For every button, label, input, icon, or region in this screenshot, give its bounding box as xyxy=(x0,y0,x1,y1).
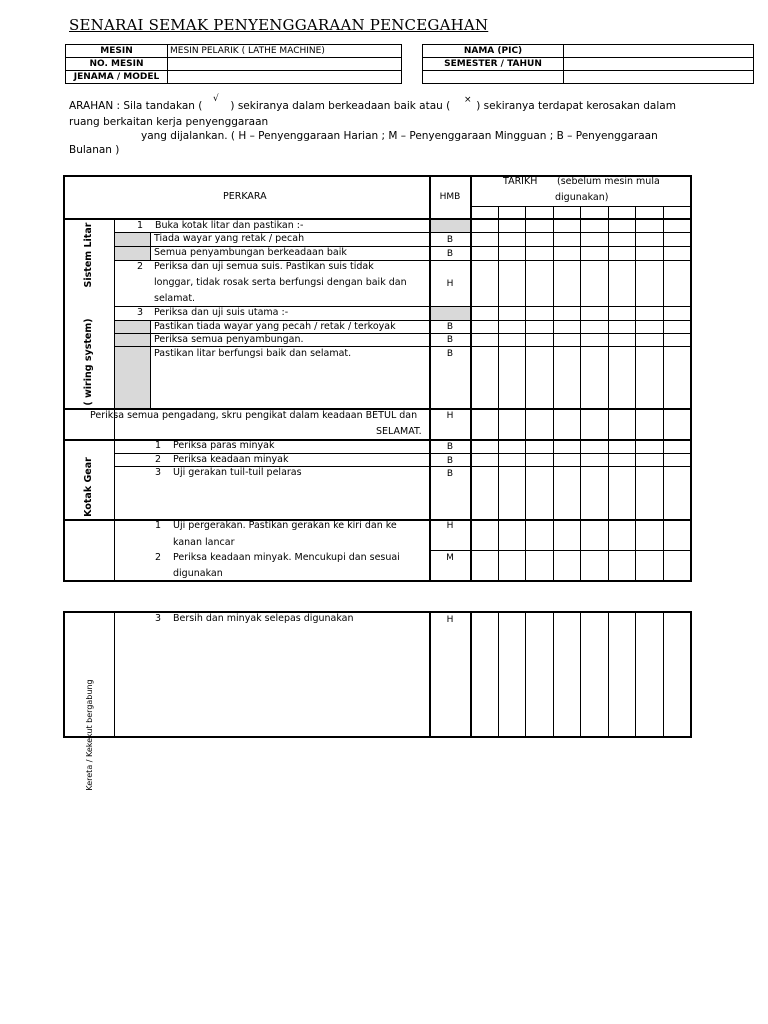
row-hmb: B xyxy=(446,456,454,466)
mesin-value[interactable]: MESIN PELARIK ( LATHE MACHINE) xyxy=(168,45,402,58)
divider xyxy=(470,206,692,207)
row-hmb: H xyxy=(446,615,454,625)
hmb-header: HMB xyxy=(439,192,461,202)
row-text: Periksa keadaan minyak xyxy=(173,454,289,465)
row-hmb: B xyxy=(446,322,454,332)
row-text: Uji pergerakan. Pastikan gerakan ke kiri dan ke xyxy=(173,520,397,531)
row-number: 3 xyxy=(137,307,144,318)
row-text: Semua penyambungan berkeadaan baik xyxy=(154,247,347,258)
instruction-text: ARAHAN : Sila tandakan ( xyxy=(69,100,203,112)
divider xyxy=(114,611,115,738)
row-text: SELAMAT. xyxy=(376,426,422,437)
row-text: Periksa dan uji semua suis. Pastikan suis tidak xyxy=(154,261,374,272)
row-hmb: H xyxy=(446,279,454,289)
divider xyxy=(470,611,472,738)
divider xyxy=(114,218,115,581)
jenama-model-value[interactable] xyxy=(168,71,402,84)
row-number: 2 xyxy=(137,261,144,272)
divider xyxy=(663,611,664,738)
divider xyxy=(525,206,526,582)
divider xyxy=(580,611,581,738)
row-hmb: H xyxy=(446,521,454,531)
tarikh-note: (sebelum mesin mula xyxy=(557,176,660,187)
row-number: 3 xyxy=(155,613,162,624)
row-number: 3 xyxy=(155,467,162,478)
row-text: Periksa keadaan minyak. Mencukupi dan sesuai xyxy=(173,552,400,563)
divider xyxy=(525,611,526,738)
row-number: 2 xyxy=(155,552,162,563)
gray-cell xyxy=(430,219,470,232)
nama-pic-label: NAMA (PIC) xyxy=(423,45,564,58)
row-text: Periksa dan uji suis utama :- xyxy=(154,307,289,318)
row-hmb: M xyxy=(446,553,454,563)
divider xyxy=(498,611,499,738)
semester-tahun-value[interactable] xyxy=(564,58,754,71)
info-row xyxy=(66,58,402,71)
pic-info-table xyxy=(422,44,754,84)
divider xyxy=(429,611,431,738)
divider xyxy=(608,611,609,738)
check-icon: √ xyxy=(213,94,219,104)
blank-cell xyxy=(423,71,564,84)
row-hmb: B xyxy=(446,469,454,479)
row-number: 1 xyxy=(155,520,162,531)
instruction-text: ) sekiranya dalam berkeadaan baik atau ( xyxy=(230,100,451,112)
divider xyxy=(608,206,609,582)
row-hmb: B xyxy=(446,442,454,452)
row-text: digunakan xyxy=(173,568,223,579)
row-text: selamat. xyxy=(154,293,196,304)
row-hmb: B xyxy=(446,335,454,345)
row-text: Periksa semua penyambungan. xyxy=(154,334,304,345)
row-text: Tiada wayar yang retak / pecah xyxy=(154,233,305,244)
instruction-line-4: Bulanan ) xyxy=(69,144,120,156)
no-mesin-value[interactable] xyxy=(168,58,402,71)
mesin-label: MESIN xyxy=(66,45,168,58)
divider xyxy=(635,206,636,582)
divider xyxy=(663,206,664,582)
row-number: 1 xyxy=(155,440,162,451)
cross-icon: × xyxy=(464,95,472,105)
tarikh-header: TARIKH xyxy=(503,176,538,187)
table-border xyxy=(63,611,692,738)
machine-info-table xyxy=(65,44,402,84)
row-hmb: H xyxy=(446,411,454,421)
divider xyxy=(430,550,692,551)
gray-cell xyxy=(430,306,470,320)
info-row xyxy=(66,45,402,58)
divider xyxy=(580,206,581,582)
section-label-wiring: ( wiring system) xyxy=(83,318,94,406)
blank-cell xyxy=(564,71,754,84)
no-mesin-label: NO. MESIN xyxy=(66,58,168,71)
divider xyxy=(635,611,636,738)
row-text: longgar, tidak rosak serta berfungsi dengan baik dan xyxy=(154,277,407,288)
info-row xyxy=(423,71,754,84)
row-text: Pastikan tiada wayar yang pecah / retak / terkoyak xyxy=(154,321,396,332)
row-hmb: B xyxy=(446,249,454,259)
info-row xyxy=(423,58,754,71)
section-label-kotak-gear: Kotak Gear xyxy=(83,457,94,517)
page-title: SENARAI SEMAK PENYENGGARAAN PENCEGAHAN xyxy=(69,16,489,34)
divider xyxy=(553,611,554,738)
section-label-sistem-litar: Sistem Litar xyxy=(83,222,94,288)
row-text: Bersih dan minyak selepas digunakan xyxy=(173,613,354,624)
row-number: 2 xyxy=(155,454,162,465)
jenama-model-label: JENAMA / MODEL xyxy=(66,71,168,84)
semester-tahun-label: SEMESTER / TAHUN xyxy=(423,58,564,71)
perkara-header: PERKARA xyxy=(223,191,267,202)
divider xyxy=(553,206,554,582)
row-hmb: B xyxy=(446,349,454,359)
tarikh-note: digunakan) xyxy=(555,192,609,203)
instruction-line-3: yang dijalankan. ( H – Penyenggaraan Harian ; M – Penyenggaraan Mingguan ; B – Penyenggaraan xyxy=(141,130,658,142)
instruction-text: ) sekiranya terdapat kerosakan dalam xyxy=(476,100,676,112)
row-number: 1 xyxy=(137,220,144,231)
row-hmb: B xyxy=(446,235,454,245)
instruction-line-2: ruang berkaitan kerja penyenggaraan xyxy=(69,116,269,128)
section-label-kereta: Kereta / Kekekut bergabung xyxy=(85,679,94,791)
divider xyxy=(115,346,692,347)
divider xyxy=(498,206,499,582)
nama-pic-value[interactable] xyxy=(564,45,754,58)
info-row xyxy=(423,45,754,58)
row-text: Uji gerakan tuil-tuil pelaras xyxy=(173,467,302,478)
row-text: Periksa semua pengadang, skru pengikat dalam keadaan BETUL dan xyxy=(90,410,418,421)
row-text: Pastikan litar berfungsi baik dan selamat. xyxy=(154,348,352,359)
row-text: Buka kotak litar dan pastikan :- xyxy=(155,220,304,231)
instruction-line-1 xyxy=(69,98,676,114)
row-text: Periksa paras minyak xyxy=(173,440,275,451)
row-text: kanan lancar xyxy=(173,537,235,548)
info-row xyxy=(66,71,402,84)
